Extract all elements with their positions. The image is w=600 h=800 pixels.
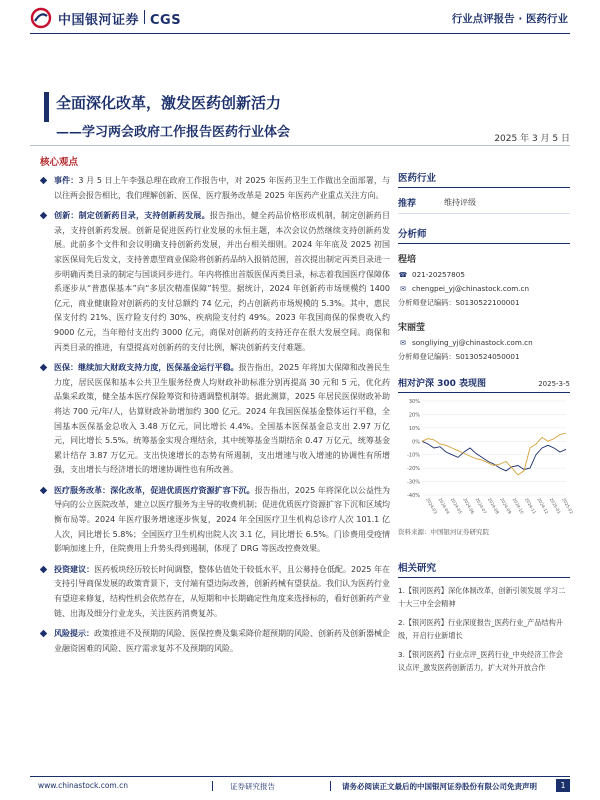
diamond-bullet-icon [40, 487, 47, 494]
core-point-text: 报告指出，健全药品价格形成机制，制定创新药目录，支持创新药发展。创新是促进医药行业发展的永恒主题，本次会议仍然继续支持创新药发展。此前多个文件和会议明确支持创新药发展，并出台相关细则。2024 年年底及 2025 初国家医保局先后发文，支持普惠型商业保险将创新药品纳入报销范围，首次提出制定丙类目录进一步明确丙类目录的制定与国谈同步进行。年内将推出首版医保丙类目录，标志着我国医疗保障体系逐步从“普惠保基本”向“多层次精准保障”转型。据统计，2024 年创新药市场规模约 1400 亿元，商业健康险对创新药的支付总额约 74 亿元，约占创新药市场规模的 5.3%。其中，惠民保支付约 21%、医疗险支付约 30%、疾病险支付约 49%。2023 年我国商保的保费收入约 9000 亿元，当年赔付支出约 3000 亿元，商保对创新药的支持还存在很大发展空间。商保和丙类目录的推进，有望提高对创新药的支付比例，解决创新药支付难题。 [54, 211, 391, 352]
series-line-2 [422, 433, 566, 475]
industry-heading: 医药行业 [398, 170, 570, 188]
core-viewpoints [40, 174, 390, 662]
y-tick-label: -30% [407, 479, 420, 486]
analyst-card [398, 252, 570, 308]
footer-url[interactable]: www.chinastock.com.cn [38, 781, 128, 790]
report-date: 2025 年 3 月 5 日 [494, 134, 570, 144]
y-tick-label: -20% [407, 466, 420, 473]
core-point-lead: 医疗服务改革：深化改革，促进优质医疗资源扩容下沉。 [54, 485, 255, 495]
core-point-text: 报告指出，2025 年将加大保障和改善民生力度，居民医保和基本公共卫生服务经费人均财政补助标准分别再提高 30 元和 5 元，优化药品集采政策，健全基本医疗保险筹资和待遇调整机制等。据此测算，2025 年居民医保财政补助将达 700 元/年/人，估算财政补助增加约 300 亿元。2024 年我国医保基金整体运行平稳，全国基本医保基金总收入 3.48 万亿元，同比增长 4.4%。全国基本医保基金总支出 2.97 万亿元，同比增长 5.5%。统筹基金实现合理结余，其中统筹基金当期结余 0.47 万亿元，统筹基金累计结存 3.87 万亿元。支出快速增长的态势有所遏制，支出增速与收入增速的协调性有所增强，支出增长与经济增长的增速协调性也有所改善。 [54, 363, 391, 475]
footer-divider [30, 776, 570, 777]
diamond-bullet-icon [40, 630, 47, 637]
rating-value: 维持评级 [444, 198, 476, 207]
logo-icon [30, 8, 52, 28]
x-tick-label: 2024-10 [511, 497, 525, 515]
x-tick-label: 2025-01 [548, 497, 562, 515]
core-point [40, 627, 390, 656]
y-tick-label: 30% [408, 399, 420, 405]
analyst-email-row [398, 338, 570, 347]
analyst-phone-row [398, 270, 570, 279]
diamond-bullet-icon [40, 364, 47, 371]
header-divider [30, 33, 570, 34]
x-tick-label: 2024-09 [499, 497, 513, 515]
y-tick-label: 20% [408, 412, 420, 419]
analyst-email[interactable]: songliying_yj@chinastock.com.cn [412, 338, 533, 347]
core-point-text: 政策推进不及预期的风险、医保控费及集采降价超预期的风险、创新药及创新器械企业融资困难的风险、医疗需求复苏不及预期的风险。 [54, 629, 390, 653]
x-tick-label: 2024-06 [462, 497, 476, 515]
analyst-phone: 021-20257805 [412, 270, 465, 279]
header-watermark-graphic [262, 0, 283, 56]
footer-separator [330, 781, 331, 791]
x-tick-label: 2025-02 [561, 497, 575, 515]
analyst-cert: 分析师登记编码：S0130524050001 [398, 352, 520, 361]
x-tick-label: 2024-07 [474, 497, 488, 515]
email-icon: ✉ [400, 284, 406, 293]
core-point [40, 563, 390, 621]
core-point-lead: 投资建议： [54, 564, 95, 574]
x-tick-label: 2024-12 [536, 497, 550, 515]
diamond-bullet-icon [40, 566, 47, 573]
related-research-item[interactable]: 3.【银河医药】行业点评_医药行业_中央经济工作会议点评_激发医药创新活力，扩大对外开放合作 [398, 650, 563, 672]
footer-doc-type: 证券研究报告 [230, 782, 275, 791]
sidebar [398, 170, 575, 680]
chart-source: 资料来源：中国银河证券研究院 [398, 528, 489, 536]
chart-title: 相对沪深 300 表现图 [398, 379, 487, 389]
analyst-card [398, 320, 570, 362]
related-research-heading: 相关研究 [398, 560, 570, 578]
analyst-name: 程培 [398, 255, 417, 265]
related-research-item[interactable]: 1.【银河医药】深化体制改革，创新引领发展 学习二十大三中全会精神 [398, 586, 566, 608]
core-point-text: 医药板块经历较长时间调整，整体估值处于较低水平，且公募持仓低配。2025 年在支持引导商保发展的政策背景下，支付端有望边际改善，创新药械有望获益。我们认为医药行业有望迎来修复，结构性机会依然存在，从短期和中长期确定性角度来选择标的，看好创新药产业链、出海及细分行业龙头，关注医药消费复苏。 [54, 564, 390, 618]
analyst-cert: 分析师登记编码：S0130522100001 [398, 298, 520, 307]
core-point [40, 484, 390, 557]
core-point-text: 报告指出，2025 年将深化以公益性为导向的公立医院改革，建立以医疗服务为主导的收费机制；促进优质医疗资源扩容下沉和区域均衡布局等。2024 年医疗服务增速逐步恢复，2024 年全国医疗卫生机构总诊疗人次 101.1 亿人次，同比增长 5.8%；全国医疗卫生机构出院人次 3.1 亿，同比增长 6.5%。门诊费用受疫情影响加速上升，住院费用上升势头得到遏制，体现了 DRG 等医改控费效果。 [54, 485, 390, 554]
company-logo [30, 8, 181, 28]
analyst-email[interactable]: chengpei_yj@chinastock.com.cn [412, 284, 530, 293]
y-tick-label: -10% [407, 452, 420, 459]
diamond-bullet-icon [40, 212, 47, 219]
rating-label: 推荐 [398, 199, 417, 209]
chart-date: 2025-3-5 [538, 380, 570, 388]
phone-icon: ☎ [398, 270, 408, 279]
title-accent-bar [44, 92, 49, 122]
core-point-lead: 风险提示： [54, 629, 94, 639]
chart-header [398, 376, 570, 393]
page-number: 1 [556, 779, 570, 792]
footer-separator [212, 781, 213, 791]
related-research-list [398, 584, 570, 674]
y-tick-label: -40% [407, 493, 420, 499]
x-tick-label: 2024-03 [425, 497, 439, 515]
core-point [40, 174, 390, 203]
page-title: 全面深化改革，激发医药创新活力 [56, 94, 282, 112]
core-point-lead: 事件： [54, 176, 79, 185]
y-tick-label: 0% [412, 439, 420, 446]
core-point [40, 209, 390, 355]
core-point-text: 3 月 5 日上午李强总理在政府工作报告中，对 2025 年医药卫生工作做出全面部署，与以往两会报告相比，我们理解创新、医保、医疗服务改革是 2025 年医药产业重点关注方向。 [54, 176, 390, 200]
x-tick-label: 2024-08 [486, 497, 501, 515]
x-tick-label: 2024-05 [449, 497, 463, 515]
diamond-bullet-icon [40, 177, 47, 184]
relative-performance-chart [398, 395, 575, 525]
rating-row [398, 196, 570, 214]
page-header [0, 0, 600, 36]
series-line-1 [422, 441, 566, 471]
title-divider [30, 145, 570, 146]
related-research-item[interactable]: 2.【银河医药】行业深度报告_医药行业_产品结构升级，开启行业新增长 [398, 618, 563, 640]
footer-disclaimer: 请务必阅读正文最后的中国银河证券股份有限公司免责声明 [342, 782, 537, 791]
logo-text: 中国银河证券 CGS [58, 9, 181, 28]
analyst-heading: 分析师 [398, 226, 570, 244]
core-point [40, 361, 390, 478]
page-subtitle: ——学习两会政府工作报告医药行业体会 [56, 125, 291, 140]
core-viewpoints-heading: 核心观点 [40, 157, 79, 168]
y-tick-label: 10% [408, 425, 420, 432]
analyst-email-row [398, 284, 570, 293]
core-point-lead: 创新：制定创新药目录，支持创新药发展。 [54, 211, 210, 221]
report-type-label: 行业点评报告 · 医药行业 [451, 13, 568, 25]
email-icon: ✉ [400, 338, 406, 347]
core-point-lead: 医保：继续加大财政支持力度，医保基金运行平稳。 [54, 363, 239, 373]
x-tick-label: 2024-11 [524, 497, 538, 515]
analyst-name: 宋丽莹 [398, 323, 426, 333]
x-tick-label: 2024-04 [437, 497, 451, 515]
